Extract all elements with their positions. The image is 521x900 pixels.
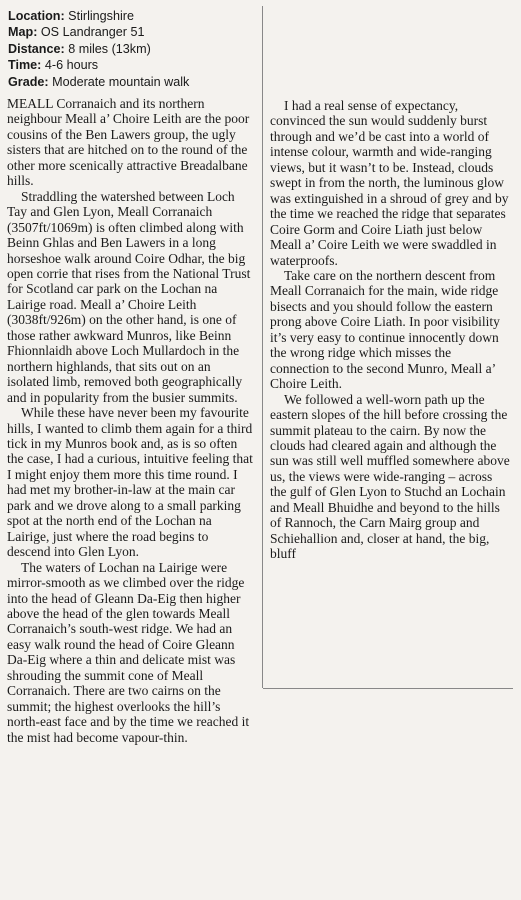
fact-value: OS Landranger 51 bbox=[40, 25, 145, 40]
article-column-left bbox=[7, 96, 255, 745]
paragraph: Straddling the watershed between Loch Tay and Glen Lyon, Meall Corranaich (3507ft/1069m) is often climbed along with Beinn Ghlas and Ben Lawers in a long horseshoe walk around Coire Odhar, the big open corrie that rises from the National Trust for Scotland car park on the Lochan na Lairige road. Meall a’ Choire Leith (3038ft/926m) on the other hand, is one of those rather awkward Munros, like Beinn Fhionnlaidh above Loch Mullardoch in the northern highlands, that sits out on an isolated limb, removed both geographically and in popularity from the busier summits. bbox=[7, 188, 251, 405]
paragraph: Take care on the northern descent from Meall Corranaich for the main, wide ridge bisects and you should follow the eastern prong above Coire Liath. In poor visibility it’s very easy to continue innocently down the wrong ridge which misses the connection to the second Munro, Meall a’ Choire Leith. bbox=[270, 267, 500, 392]
fact-label: Location: bbox=[8, 9, 65, 23]
fact-value: Stirlingshire bbox=[68, 9, 134, 23]
route-facts bbox=[8, 8, 253, 90]
fact-value: Moderate mountain walk bbox=[52, 74, 190, 89]
fact-grade bbox=[8, 74, 253, 90]
fact-label: Map: bbox=[8, 25, 38, 40]
paragraph: I had a real sense of expectancy, convinced the sun would suddenly burst through and we’d be cast into a world of intense colour, warmth and wide-ranging views, but it wasn’t to be. Instead, clouds swept in from the north, the luminous glow was extinguished in a shroud of grey and by the time we reached the ridge that separates Coire Gorm and Coire Liath just below Meall a’ Coire Leith we were swaddled in waterproofs. bbox=[270, 98, 509, 268]
paragraph: The waters of Lochan na Lairige were mirror-smooth as we climbed over the ridge into the head of Gleann Da-Eig then higher above the head of the glen towards Meall Corranaich’s south-west ridge. We had an easy walk round the head of Coire Gleann Da-Eig where a thin and delicate mist was shrouding the summit cone of Meall Corranaich. There are two cairns on the summit; the highest overlooks the hill’s north-east face and by the time we reached it the mist had become vapour-thin. bbox=[7, 559, 250, 745]
fact-value: 8 miles (13km) bbox=[68, 41, 151, 56]
column-end-rule bbox=[263, 688, 513, 689]
paragraph: We followed a well-worn path up the eastern slopes of the hill before crossing the summit plateau to the cairn. By now the clouds had cleared again and although the sun was still well muffled somewhere above us, the views were wide-ranging – across the gulf of Glen Lyon to Stuchd an Lochain and Meall Bhuidhe and beyond to the hills of Rannoch, the Carn Mairg group and Schiehallion and, closer at hand, the big, bluff bbox=[270, 391, 510, 562]
fact-map bbox=[8, 24, 253, 40]
fact-time bbox=[8, 57, 253, 73]
paragraph: MEALL Corranaich and its northern neighbour Meall a’ Choire Leith are the poor cousins of the Ben Lawers group, the ugly sisters that are hitched on to the round of the other more scenically attractive Breadalbane hills. bbox=[7, 96, 250, 189]
fact-distance bbox=[8, 41, 253, 57]
article-column-right bbox=[270, 98, 510, 562]
fact-location bbox=[8, 8, 253, 24]
paragraph: While these have never been my favourite hills, I wanted to climb them again for a third tick in my Munros book and, as is so often the case, I had a curious, intuitive feeling that I might enjoy them more this time round. I had met my brother-in-law at the main car park and we drove along to a small parking spot at the north end of the Lochan na Lairige, just where the road begins to descend into Glen Lyon. bbox=[7, 405, 253, 560]
fact-label: Time: bbox=[8, 58, 42, 73]
column-divider bbox=[262, 6, 263, 688]
fact-label: Distance: bbox=[8, 41, 65, 56]
fact-value: 4-6 hours bbox=[44, 58, 99, 73]
fact-label: Grade: bbox=[8, 74, 49, 89]
